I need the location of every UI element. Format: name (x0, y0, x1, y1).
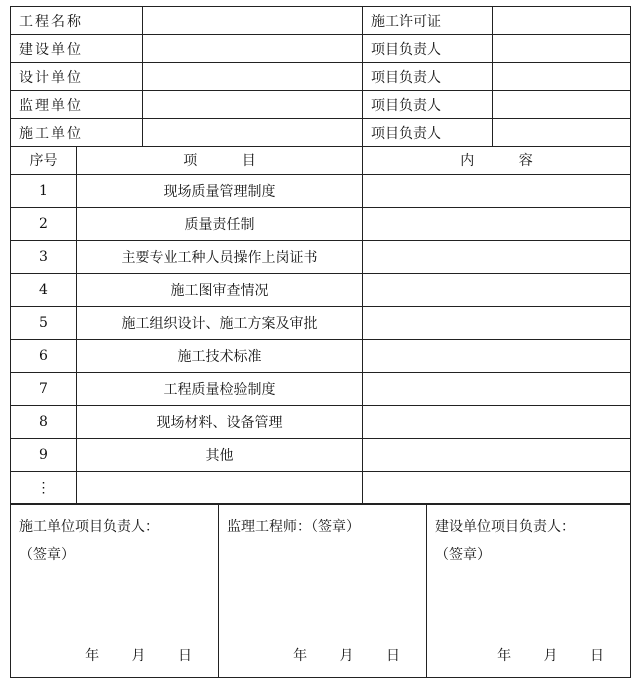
row-item (77, 471, 363, 504)
row-content-value[interactable] (363, 471, 631, 504)
row-seq: 6 (11, 339, 77, 372)
signature-title: 建设单位项目负责人： (435, 519, 575, 535)
table-row (11, 273, 631, 306)
header-row (11, 91, 631, 119)
signature-title: 监理工程师：（签章） (227, 519, 360, 535)
row-item: 现场材料、设备管理 (77, 405, 363, 438)
row-item: 现场质量管理制度 (77, 174, 363, 207)
row-seq: 1 (11, 174, 77, 207)
table-row (11, 405, 631, 438)
table-row (11, 207, 631, 240)
row-content-value[interactable] (363, 207, 631, 240)
row-content-value[interactable] (363, 306, 631, 339)
unit-label: 建设单位 (11, 35, 143, 63)
row-seq: 9 (11, 438, 77, 471)
unit-value[interactable] (143, 35, 363, 63)
project-name-value[interactable] (143, 7, 363, 35)
responsible-person-value[interactable] (493, 35, 631, 63)
table-row (11, 240, 631, 273)
row-seq: 3 (11, 240, 77, 273)
items-header-row (11, 146, 631, 174)
unit-label: 监理单位 (11, 91, 143, 119)
items-table (10, 146, 631, 505)
header-row (11, 35, 631, 63)
owner-signature-box[interactable] (427, 504, 631, 678)
row-content-value[interactable] (363, 405, 631, 438)
row-content-value[interactable] (363, 438, 631, 471)
row-item: 质量责任制 (77, 207, 363, 240)
row-content-value[interactable] (363, 174, 631, 207)
row-item: 其他 (77, 438, 363, 471)
responsible-person-label: 项目负责人 (363, 63, 493, 91)
responsible-person-value[interactable] (493, 91, 631, 119)
project-name-label: 工程名称 (11, 7, 143, 35)
row-item: 主要专业工种人员操作上岗证书 (77, 240, 363, 273)
column-header-seq: 序号 (11, 146, 77, 174)
column-header-content: 内 容 (363, 146, 631, 174)
responsible-person-label: 项目负责人 (363, 91, 493, 119)
construction-permit-label: 施工许可证 (363, 7, 493, 35)
responsible-person-label: 项目负责人 (363, 119, 493, 147)
signature-seal-label: （签章） (435, 547, 491, 563)
row-seq: 4 (11, 273, 77, 306)
row-item: 施工组织设计、施工方案及审批 (77, 306, 363, 339)
row-seq: ⋮ (11, 471, 77, 504)
signature-date: 年 月 日 (293, 648, 414, 664)
row-item: 工程质量检验制度 (77, 372, 363, 405)
unit-value[interactable] (143, 91, 363, 119)
row-seq: 2 (11, 207, 77, 240)
table-row (11, 174, 631, 207)
table-row (11, 306, 631, 339)
responsible-person-value[interactable] (493, 63, 631, 91)
unit-label: 施工单位 (11, 119, 143, 147)
unit-value[interactable] (143, 63, 363, 91)
row-item: 施工技术标准 (77, 339, 363, 372)
table-row (11, 438, 631, 471)
table-row (11, 471, 631, 504)
row-seq: 5 (11, 306, 77, 339)
signature-seal-label: （签章） (19, 547, 75, 563)
construction-permit-value[interactable] (493, 7, 631, 35)
contractor-signature-box[interactable] (11, 504, 219, 678)
row-content-value[interactable] (363, 273, 631, 306)
signature-date: 年 月 日 (85, 648, 206, 664)
signature-row (11, 504, 631, 678)
table-row (11, 372, 631, 405)
row-seq: 8 (11, 405, 77, 438)
quality-management-check-form (10, 6, 630, 688)
row-item: 施工图审查情况 (77, 273, 363, 306)
responsible-person-value[interactable] (493, 119, 631, 147)
signature-title: 施工单位项目负责人： (19, 519, 159, 535)
row-seq: 7 (11, 372, 77, 405)
row-content-value[interactable] (363, 372, 631, 405)
supervisor-signature-box[interactable] (219, 504, 427, 678)
row-content-value[interactable] (363, 240, 631, 273)
signature-table (10, 503, 631, 678)
header-row (11, 119, 631, 147)
header-row (11, 63, 631, 91)
unit-label: 设计单位 (11, 63, 143, 91)
signature-date: 年 月 日 (497, 648, 618, 664)
header-info-table (10, 6, 631, 147)
table-row (11, 339, 631, 372)
header-row-project (11, 7, 631, 35)
unit-value[interactable] (143, 119, 363, 147)
row-content-value[interactable] (363, 339, 631, 372)
responsible-person-label: 项目负责人 (363, 35, 493, 63)
column-header-item: 项 目 (77, 146, 363, 174)
